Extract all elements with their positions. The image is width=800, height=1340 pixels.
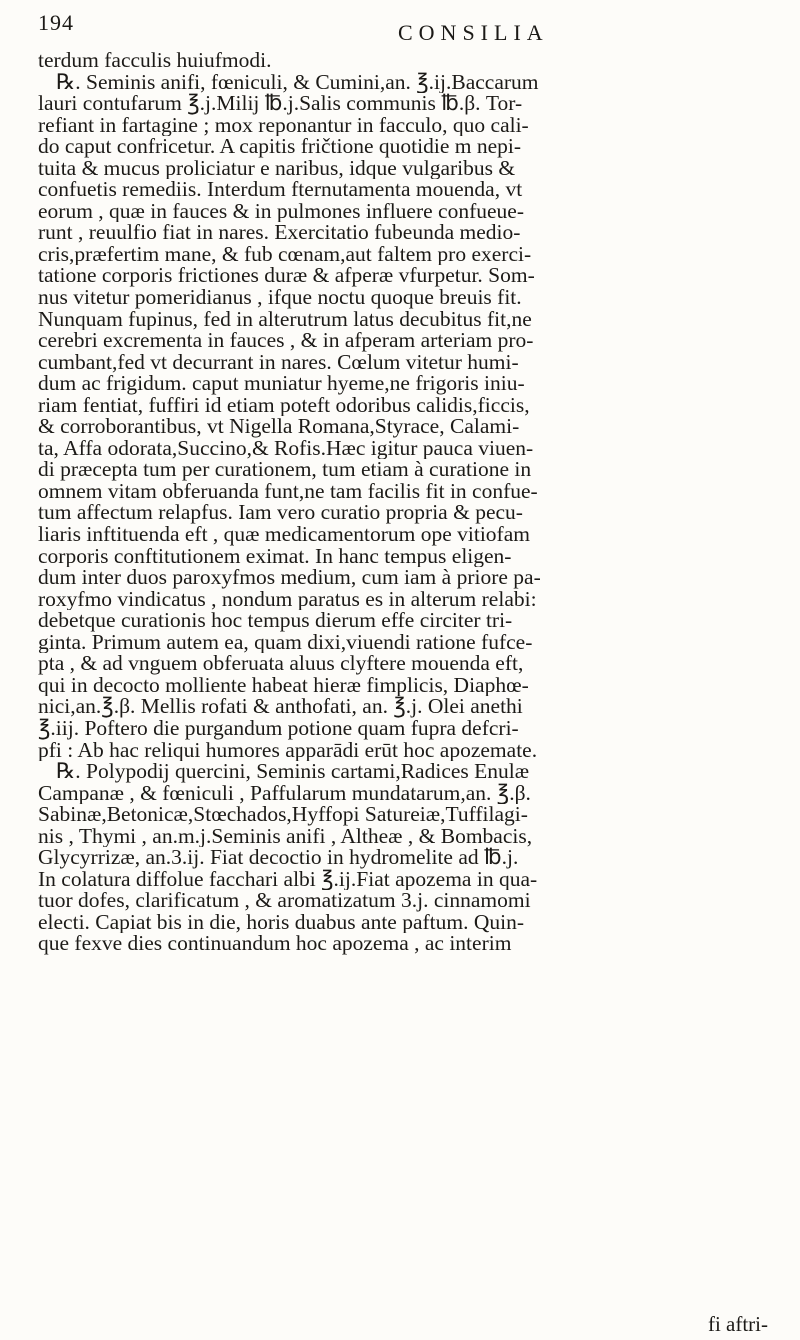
catchword: fi aftri- — [707, 1312, 768, 1336]
text-line: eorum , quæ in fauces & in pulmones influere confueue- — [38, 200, 524, 223]
text-line: In colatura diffolue facchari albi ℥.ij.Fiat apozema in qua- — [38, 868, 538, 891]
running-head — [38, 10, 778, 50]
text-line: ta, Affa odorata,Succino,& Rofis.Hæc igitur pauca viuen- — [38, 437, 534, 460]
text-line: Glycyrrizæ, an.3.ij. Fiat decoctio in hydromelite ad ℔.j. — [38, 847, 519, 869]
text-line: pta , & ad vnguem obferuata aluus clyftere mouenda eft, — [38, 653, 524, 675]
running-title: CONSILIA — [398, 20, 549, 45]
text-line: terdum facculis huiufmodi. — [38, 50, 272, 72]
text-line: cumbant,fed vt decurrant in nares. Cœlum vitetur humi- — [38, 351, 519, 374]
text-line: Sabinæ,Betonicæ,Stœchados,Hyffopi Satureiæ,Tuffilagi- — [38, 804, 528, 826]
text-line: dum ac frigidum. caput muniatur hyeme,ne frigoris iniu- — [38, 373, 525, 395]
text-line: ginta. Primum autem ea, quam dixi,viuendi ratione fufce- — [38, 631, 533, 654]
text-line: nus vitetur pomeridianus , ifque noctu quoque breuis fit. — [38, 287, 522, 309]
text-line: dum inter duos paroxyfmos medium, cum iam à priore pa- — [38, 567, 541, 589]
text-line: electi. Capiat bis in die, horis duabus ante paftum. Quin- — [38, 911, 525, 934]
text-line: que fexve dies continuandum hoc apozema , ac interim — [38, 933, 512, 955]
text-line: ℞. Seminis anifi, fœniculi, & Cumini,an. ℥.ij.Baccarum — [56, 71, 539, 94]
text-line: ℞. Polypodij quercini, Seminis cartami,Radices Enulæ — [56, 761, 530, 783]
text-line: cerebri excrementa in fauces , & in afperam arteriam pro- — [38, 330, 534, 352]
text-line: tuor dofes, clarificatum , & aromatizatum 3.j. cinnamomi — [38, 890, 531, 912]
text-line: ℥.iij. Poftero die purgandum potione quam fupra defcri- — [38, 717, 519, 740]
text-line: pfi : Ab hac reliqui humores apparādi erūt hoc apozemate. — [38, 739, 538, 762]
text-line: liaris inftituenda eft , quæ medicamentorum ope vitiofam — [38, 524, 530, 546]
text-line: nici,an.℥.β. Mellis rofati & anthofati, an. ℥.j. Olei anethi — [38, 696, 523, 718]
text-line: tum affectum relapfus. Iam vero curatio propria & pecu- — [38, 502, 523, 525]
text-line: corporis conftitutionem eximat. In hanc tempus eligen- — [38, 545, 512, 568]
text-line: Nunquam fupinus, fed in alterutrum latus decubitus fit,ne — [38, 308, 532, 331]
text-line: do caput confricetur. A capitis fričtione quotidie m nepi- — [38, 136, 522, 158]
text-line: nis , Thymi , an.m.j.Seminis anifi , Altheæ , & Bombacis, — [38, 825, 533, 848]
text-line: refiant in fartagine ; mox reponantur in facculo, quo cali- — [38, 114, 529, 137]
text-line: di præcepta tum per curationem, tum etiam à curatione in — [38, 459, 532, 481]
text-line: lauri contufarum ℥.j.Milij ℔.j.Salis communis ℔.β. Tor- — [38, 93, 523, 115]
body-text — [38, 50, 773, 955]
text-line: confuetis remediis. Interdum fternutamenta mouenda, vt — [38, 179, 523, 201]
text-line: runt , reuulfio fiat in nares. Exercitatio fubeunda medio- — [38, 222, 521, 244]
text-line: Campanæ , & fœniculi , Paffularum mundatarum,an. ℥.β. — [38, 782, 531, 805]
text-line: cris,præfertim mane, & fub cœnam,aut faltem pro exerci- — [38, 243, 532, 266]
page-number: 194 — [38, 10, 74, 35]
text-line: qui in decocto molliente habeat hieræ fimplicis, Diaphœ- — [38, 674, 529, 697]
text-line: omnem vitam obferuanda funt,ne tam facilis fit in confue- — [38, 480, 538, 503]
text-line: roxyfmo vindicatus , nondum paratus es in alterum relabi: — [38, 588, 537, 611]
text-line: tuita & mucus proliciatur e naribus, idque vulgaribus & — [38, 157, 516, 180]
text-line: tatione corporis frictiones duræ & afperæ vfurpetur. Som- — [38, 265, 535, 288]
text-line: & corroborantibus, vt Nigella Romana,Styrace, Calami- — [38, 416, 520, 438]
text-line: riam fentiat, fuffiri id etiam poteft odoribus calidis,ficcis, — [38, 394, 530, 417]
text-line: debetque curationis hoc tempus dierum effe circiter tri- — [38, 610, 513, 632]
